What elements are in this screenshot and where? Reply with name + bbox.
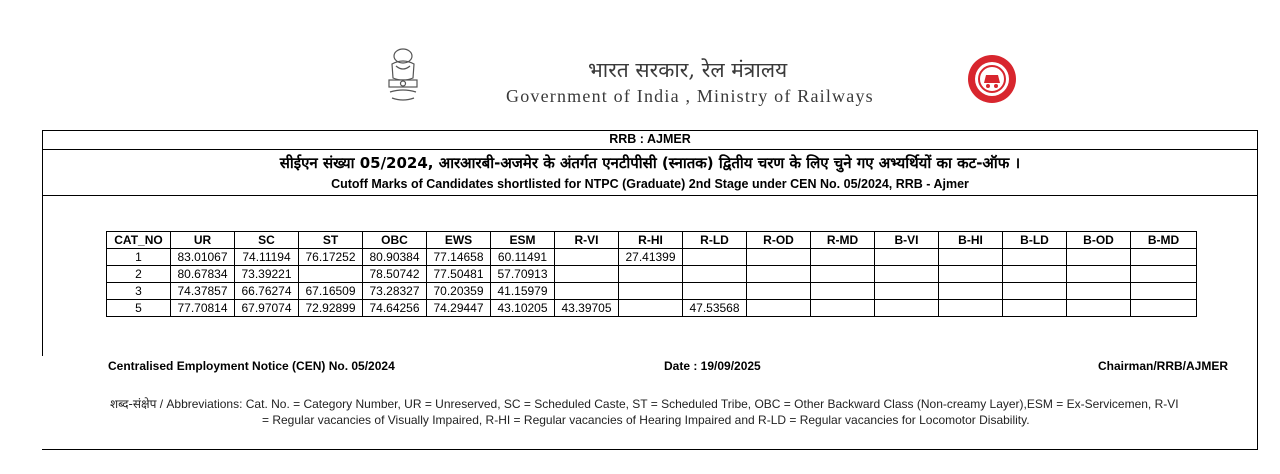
table-cell: [1003, 249, 1067, 266]
table-cell: [1003, 266, 1067, 283]
table-cell: [1131, 300, 1197, 317]
table-cell: 73.39221: [235, 266, 299, 283]
table-cell: 72.92899: [299, 300, 363, 317]
table-cell: 74.11194: [235, 249, 299, 266]
table-cell: 5: [107, 300, 171, 317]
notice-date: Date : 19/09/2025: [664, 359, 761, 373]
column-header: B-HI: [939, 232, 1003, 249]
table-cell: [1067, 283, 1131, 300]
table-cell: 74.29447: [427, 300, 491, 317]
table-cell: 27.41399: [619, 249, 683, 266]
table-cell: 3: [107, 283, 171, 300]
abbreviations-label-hindi: शब्द-संक्षेप: [110, 397, 157, 411]
table-cell: 2: [107, 266, 171, 283]
table-cell: [1003, 283, 1067, 300]
table-row: [107, 249, 1197, 266]
column-header: UR: [171, 232, 235, 249]
table-cell: [619, 266, 683, 283]
table-cell: 43.10205: [491, 300, 555, 317]
table-cell: [811, 283, 875, 300]
table-cell: 74.64256: [363, 300, 427, 317]
table-cell: 77.70814: [171, 300, 235, 317]
abbreviations-line-1: [110, 395, 1179, 412]
column-header: ST: [299, 232, 363, 249]
frame-border-bottom: [42, 449, 1258, 450]
table-cell: 67.16509: [299, 283, 363, 300]
column-header: ESM: [491, 232, 555, 249]
table-cell: [555, 249, 619, 266]
table-cell: [299, 266, 363, 283]
table-cell: [747, 249, 811, 266]
table-cell: 60.11491: [491, 249, 555, 266]
table-cell: [683, 283, 747, 300]
column-header: OBC: [363, 232, 427, 249]
table-cell: [1131, 249, 1197, 266]
table-cell: 66.76274: [235, 283, 299, 300]
table-cell: 73.28327: [363, 283, 427, 300]
ministry-title-hindi: भारत सरकार, रेल मंत्रालय: [588, 58, 788, 82]
cen-number: Centralised Employment Notice (CEN) No. 05/2024: [108, 359, 395, 373]
column-header: B-VI: [875, 232, 939, 249]
frame-border-top: [42, 130, 1258, 131]
table-cell: [875, 249, 939, 266]
table-row: [107, 266, 1197, 283]
abbreviations-line-2: = Regular vacancies of Visually Impaired, R-HI = Regular vacancies of Hearing Impaired and R-LD = Regular vacancies for Locomotor Disability.: [262, 413, 1030, 427]
notice-heading-hindi: सीईएन संख्या 05/2024, आरआरबी-अजमेर के अंतर्गत एनटीपीसी (स्नातक) द्वितीय चरण के लिए चुने गए अभ्यर्थियों का कट-ऑफ ।: [279, 154, 1021, 172]
abbreviations-text: / Abbreviations: Cat. No. = Category Number, UR = Unreserved, SC = Scheduled Caste, ST = Scheduled Tribe, OBC = Other Backward Class (Non-creamy Layer),ESM = Ex-Servicemen, R-VI: [156, 397, 1179, 411]
table-cell: 83.01067: [171, 249, 235, 266]
table-cell: [619, 300, 683, 317]
table-cell: [555, 266, 619, 283]
indian-railways-logo-icon: [964, 53, 1020, 105]
table-cell: 43.39705: [555, 300, 619, 317]
table-cell: [939, 283, 1003, 300]
table-cell: 47.53568: [683, 300, 747, 317]
column-header: EWS: [427, 232, 491, 249]
column-header: SC: [235, 232, 299, 249]
table-cell: 74.37857: [171, 283, 235, 300]
ministry-title-english: Government of India , Ministry of Railways: [506, 86, 874, 106]
table-header-row: [107, 232, 1197, 249]
national-emblem-icon: [380, 44, 426, 108]
table-row: [107, 300, 1197, 317]
table-cell: [747, 283, 811, 300]
column-header: R-VI: [555, 232, 619, 249]
table-cell: [1131, 266, 1197, 283]
notice-heading-english: Cutoff Marks of Candidates shortlisted for NTPC (Graduate) 2nd Stage under CEN No. 05/2024, RRB - Ajmer: [331, 177, 969, 191]
table-cell: [1003, 300, 1067, 317]
table-cell: [939, 300, 1003, 317]
table-cell: 80.67834: [171, 266, 235, 283]
column-header: B-LD: [1003, 232, 1067, 249]
table-cell: 67.97074: [235, 300, 299, 317]
table-cell: 77.14658: [427, 249, 491, 266]
divider: [42, 195, 1258, 196]
table-cell: [1067, 300, 1131, 317]
table-cell: [747, 300, 811, 317]
cutoff-table: [106, 231, 1197, 317]
column-header: R-HI: [619, 232, 683, 249]
column-header: R-MD: [811, 232, 875, 249]
table-cell: [939, 266, 1003, 283]
column-header: R-OD: [747, 232, 811, 249]
table-cell: 80.90384: [363, 249, 427, 266]
table-row: [107, 283, 1197, 300]
table-cell: [875, 300, 939, 317]
table-cell: [811, 300, 875, 317]
table-cell: 57.70913: [491, 266, 555, 283]
column-header: B-MD: [1131, 232, 1197, 249]
table-cell: [875, 283, 939, 300]
table-cell: [683, 266, 747, 283]
board-name: RRB : AJMER: [609, 132, 691, 146]
divider: [42, 149, 1258, 150]
table-cell: [1131, 283, 1197, 300]
column-header: CAT_NO: [107, 232, 171, 249]
table-cell: [875, 266, 939, 283]
table-cell: [811, 266, 875, 283]
table-cell: [1067, 249, 1131, 266]
table-cell: 76.17252: [299, 249, 363, 266]
table-cell: [811, 249, 875, 266]
table-cell: [555, 283, 619, 300]
column-header: B-OD: [1067, 232, 1131, 249]
table-cell: 78.50742: [363, 266, 427, 283]
table-cell: [939, 249, 1003, 266]
table-cell: [1067, 266, 1131, 283]
table-cell: 70.20359: [427, 283, 491, 300]
column-header: R-LD: [683, 232, 747, 249]
signatory: Chairman/RRB/AJMER: [1097, 359, 1228, 373]
table-cell: [683, 249, 747, 266]
table-cell: 1: [107, 249, 171, 266]
table-cell: [747, 266, 811, 283]
table-cell: 41.15979: [491, 283, 555, 300]
table-cell: 77.50481: [427, 266, 491, 283]
table-cell: [619, 283, 683, 300]
